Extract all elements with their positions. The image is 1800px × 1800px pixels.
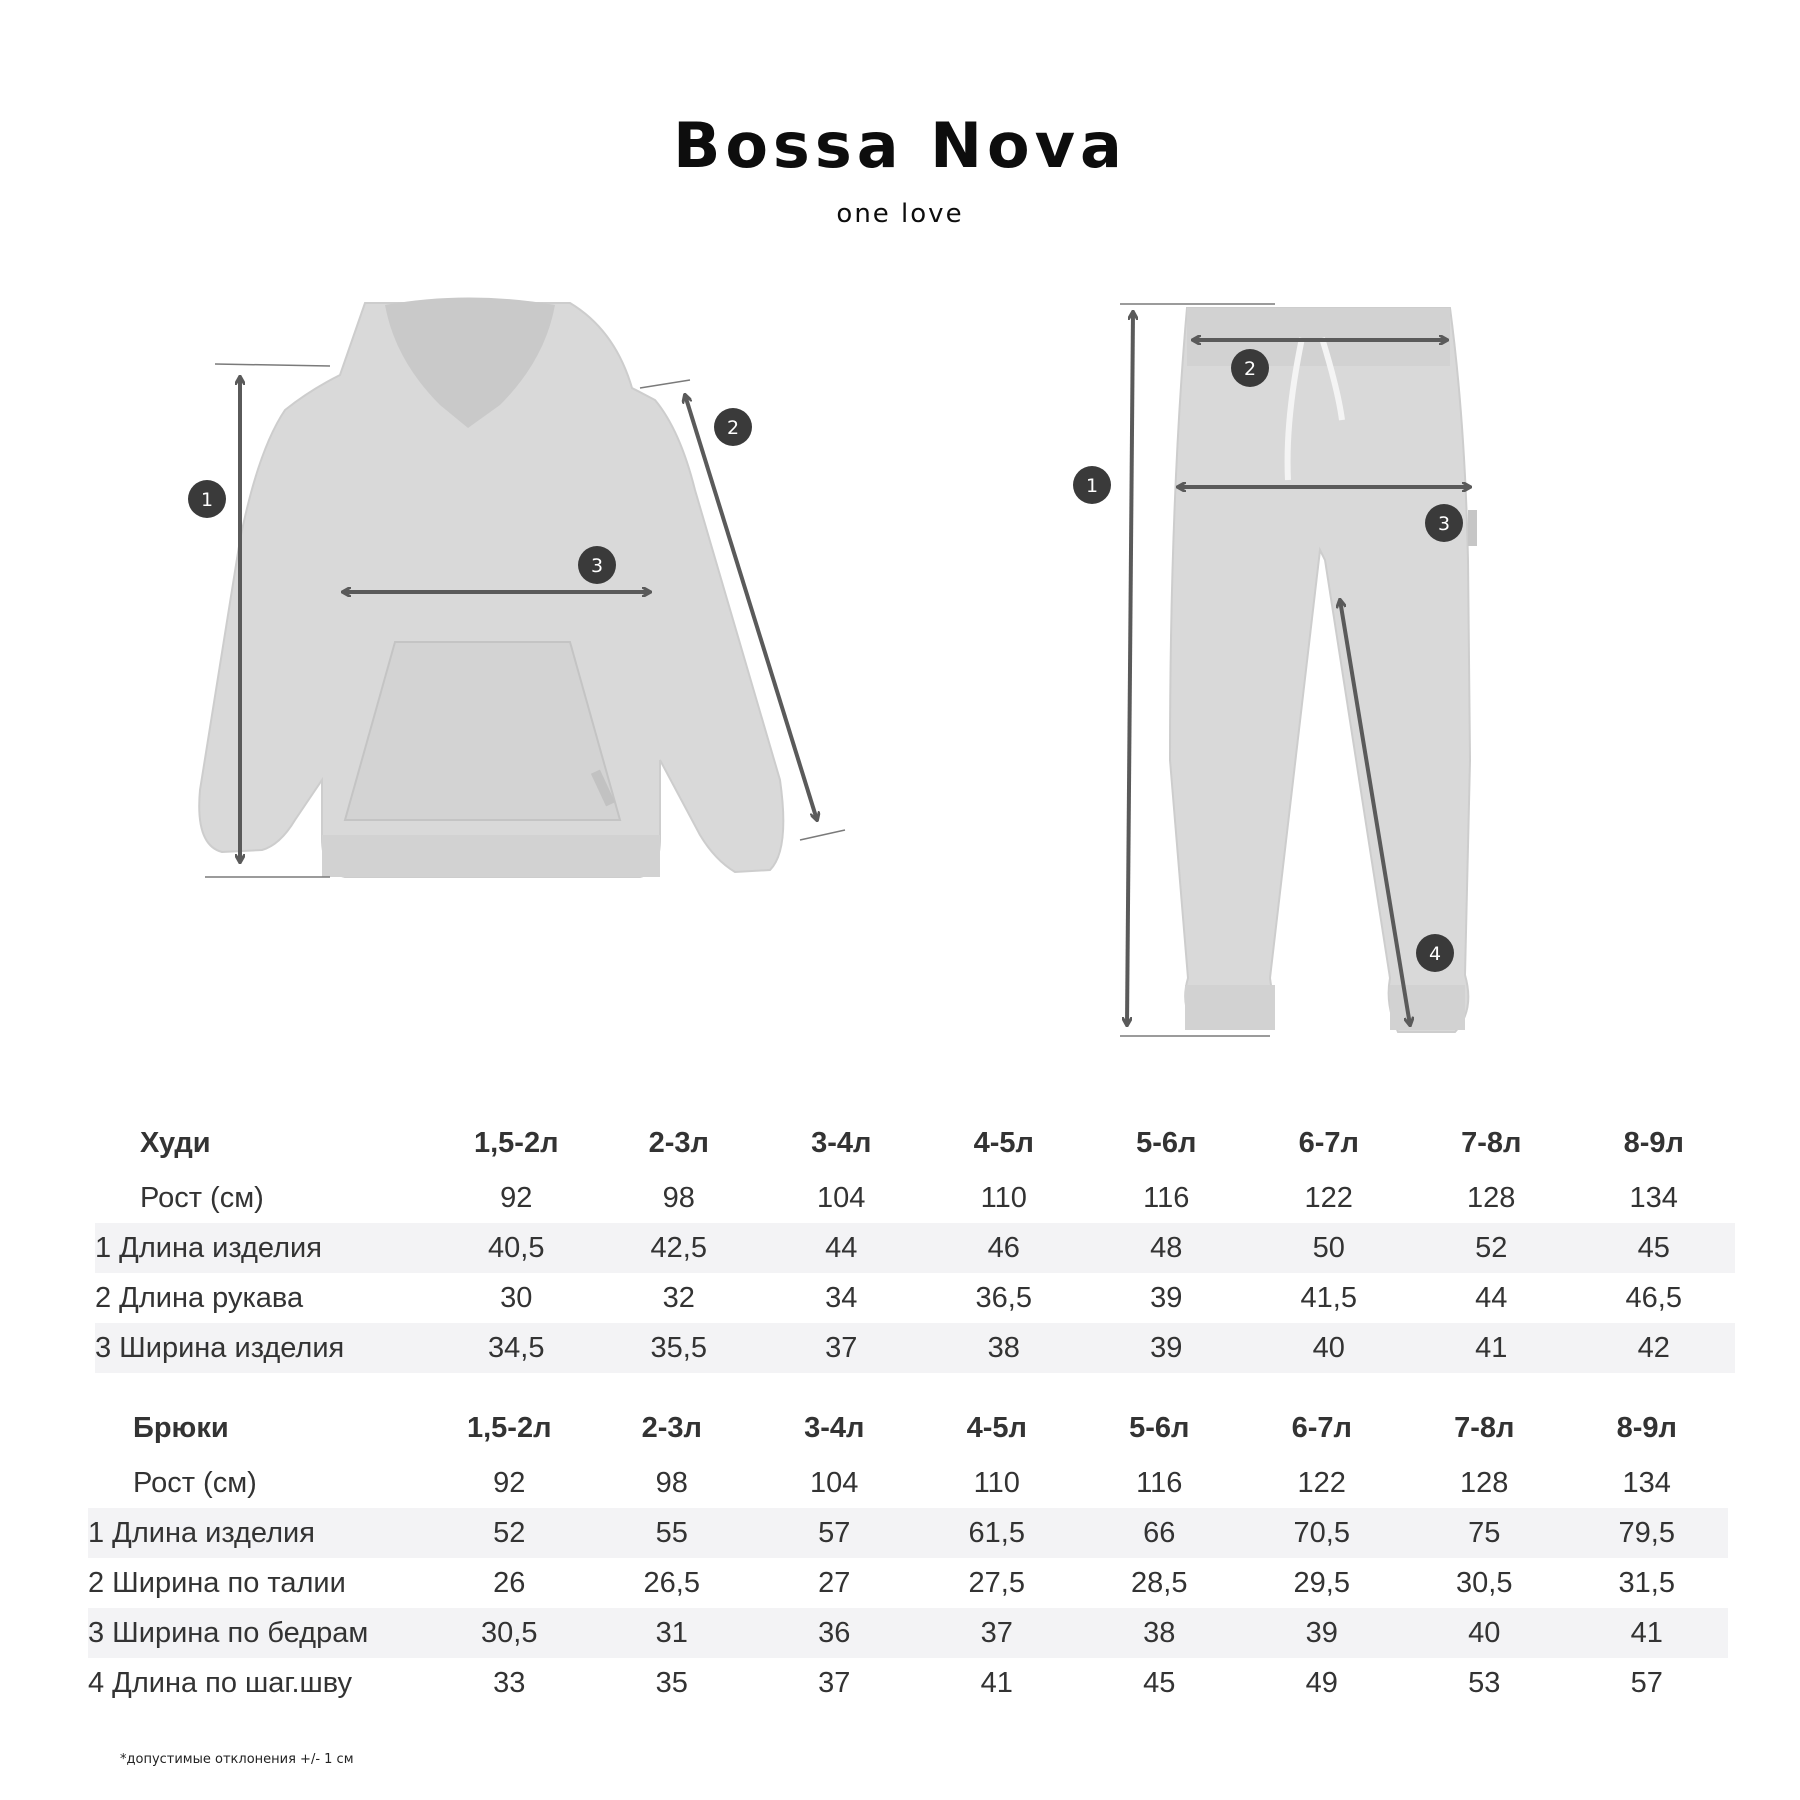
table-cell: 52: [428, 1508, 591, 1558]
pants-marker-label: 2: [1243, 358, 1257, 380]
size-header: 1,5-2л: [466, 1411, 552, 1444]
row-label: 2 Длина рукава: [95, 1273, 435, 1323]
size-header: 8-9л: [1616, 1411, 1677, 1444]
row-label: 1 Длина изделия: [95, 1223, 435, 1273]
table-cell: 48: [1085, 1223, 1248, 1273]
pants-length-arrow: [1127, 312, 1133, 1025]
table-cell: 32: [598, 1273, 761, 1323]
pants-marker-label: 3: [1437, 513, 1451, 535]
table-cell: 37: [753, 1658, 916, 1708]
table-cell: 38: [1078, 1608, 1241, 1658]
hoodie-guide-line: [215, 364, 330, 366]
table-cell: 92: [428, 1458, 591, 1508]
table-cell: 36,5: [923, 1273, 1086, 1323]
table-cell: 53: [1403, 1658, 1566, 1708]
pants-marker-badge: [1073, 466, 1111, 504]
hoodie-hem: [322, 835, 660, 877]
brand-tagline: one love: [836, 199, 964, 229]
table-cell: 116: [1078, 1458, 1241, 1508]
table-cell: 30,5: [428, 1608, 591, 1658]
table-cell: 41: [916, 1658, 1079, 1708]
table-cell: 122: [1248, 1173, 1411, 1223]
hoodie-marker-badge: [578, 546, 616, 584]
table-cell: 110: [923, 1173, 1086, 1223]
table-cell: 27: [753, 1558, 916, 1608]
hoodie-marker-badge: [714, 408, 752, 446]
hoodie-marker-badge: [188, 480, 226, 518]
table-cell: 40,5: [435, 1223, 598, 1273]
row-label: 4 Длина по шаг.шву: [88, 1658, 428, 1708]
table-cell: 40: [1248, 1323, 1411, 1373]
table-cell: 34: [760, 1273, 923, 1323]
table-cell: 35: [591, 1658, 754, 1708]
size-header: 3-4л: [804, 1411, 865, 1444]
pants-label-tag: [1468, 510, 1477, 546]
table-cell: 104: [753, 1458, 916, 1508]
row-label: 1 Длина изделия: [88, 1508, 428, 1558]
size-header: 4-5л: [966, 1411, 1027, 1444]
table-cell: 66: [1078, 1508, 1241, 1558]
table-cell: 35,5: [598, 1323, 761, 1373]
table-cell: 42,5: [598, 1223, 761, 1273]
table-cell: 41: [1566, 1608, 1729, 1658]
pants-body: [1170, 308, 1470, 1032]
table-cell: 29,5: [1241, 1558, 1404, 1608]
hoodie-size-table: [95, 1113, 1735, 1373]
table-cell: 98: [591, 1458, 754, 1508]
size-header: 7-8л: [1454, 1411, 1515, 1444]
table-cell: 41: [1410, 1323, 1573, 1373]
table-cell: 45: [1078, 1658, 1241, 1708]
table-header-row: [88, 1398, 1728, 1458]
table-cell: 49: [1241, 1658, 1404, 1708]
table-cell: 31: [591, 1608, 754, 1658]
table-cell: 46,5: [1573, 1273, 1736, 1323]
table-cell: 134: [1566, 1458, 1729, 1508]
table-cell: 33: [428, 1658, 591, 1708]
table-row: [95, 1173, 1735, 1223]
table-cell: 57: [1566, 1658, 1729, 1708]
table-cell: 38: [923, 1323, 1086, 1373]
table-cell: 75: [1403, 1508, 1566, 1558]
table-cell: 92: [435, 1173, 598, 1223]
row-label: Рост (см): [88, 1458, 428, 1508]
table-cell: 46: [923, 1223, 1086, 1273]
table-cell: 26: [428, 1558, 591, 1608]
table-cell: 37: [916, 1608, 1079, 1658]
size-header: 1,5-2л: [473, 1126, 559, 1159]
pants-cuff: [1390, 985, 1465, 1030]
size-header: 6-7л: [1291, 1411, 1352, 1444]
table-cell: 44: [760, 1223, 923, 1273]
table-cell: 36: [753, 1608, 916, 1658]
size-header: 8-9л: [1623, 1126, 1684, 1159]
table-cell: 39: [1085, 1273, 1248, 1323]
table-cell: 39: [1241, 1608, 1404, 1658]
table-cell: 39: [1085, 1323, 1248, 1373]
table-row: [95, 1273, 1735, 1323]
hoodie-guide-line: [800, 830, 845, 840]
table-cell: 104: [760, 1173, 923, 1223]
row-label: Рост (см): [95, 1173, 435, 1223]
table-cell: 70,5: [1241, 1508, 1404, 1558]
table-cell: 42: [1573, 1323, 1736, 1373]
table-cell: 28,5: [1078, 1558, 1241, 1608]
pants-marker-badge: [1416, 934, 1454, 972]
table-cell: 30,5: [1403, 1558, 1566, 1608]
table-cell: 40: [1403, 1608, 1566, 1658]
table-cell: 57: [753, 1508, 916, 1558]
table-title: Худи: [140, 1126, 211, 1159]
table-row: [88, 1458, 1728, 1508]
table-cell: 45: [1573, 1223, 1736, 1273]
pants-marker-label: 4: [1428, 943, 1442, 965]
table-cell: 134: [1573, 1173, 1736, 1223]
table-cell: 31,5: [1566, 1558, 1729, 1608]
table-cell: 128: [1410, 1173, 1573, 1223]
table-cell: 41,5: [1248, 1273, 1411, 1323]
table-cell: 55: [591, 1508, 754, 1558]
brand-name: Bossa Nova: [673, 109, 1127, 182]
pants-marker-badge: [1231, 349, 1269, 387]
hoodie-guide-line: [640, 380, 690, 388]
hoodie-marker-label: 1: [200, 489, 214, 511]
pants-waistband: [1187, 308, 1450, 366]
table-cell: 34,5: [435, 1323, 598, 1373]
size-header: 5-6л: [1136, 1126, 1197, 1159]
tolerance-footnote: *допустимые отклонения +/- 1 см: [120, 1752, 354, 1767]
size-header: 4-5л: [973, 1126, 1034, 1159]
table-row: [88, 1608, 1728, 1658]
table-cell: 30: [435, 1273, 598, 1323]
table-header-row: [95, 1113, 1735, 1173]
hoodie-marker-label: 3: [590, 555, 604, 577]
table-cell: 52: [1410, 1223, 1573, 1273]
pants-marker-badge: [1425, 504, 1463, 542]
size-header: 2-3л: [641, 1411, 702, 1444]
row-label: 3 Ширина по бедрам: [88, 1608, 428, 1658]
table-cell: 50: [1248, 1223, 1411, 1273]
table-cell: 98: [598, 1173, 761, 1223]
size-header: 3-4л: [811, 1126, 872, 1159]
size-header: 7-8л: [1461, 1126, 1522, 1159]
table-cell: 61,5: [916, 1508, 1079, 1558]
table-cell: 37: [760, 1323, 923, 1373]
table-cell: 26,5: [591, 1558, 754, 1608]
table-cell: 27,5: [916, 1558, 1079, 1608]
table-cell: 79,5: [1566, 1508, 1729, 1558]
table-row: [88, 1558, 1728, 1608]
table-cell: 110: [916, 1458, 1079, 1508]
table-cell: 122: [1241, 1458, 1404, 1508]
table-row: [95, 1223, 1735, 1273]
size-header: 5-6л: [1129, 1411, 1190, 1444]
table-row: [95, 1323, 1735, 1373]
size-header: 6-7л: [1298, 1126, 1359, 1159]
size-header: 2-3л: [648, 1126, 709, 1159]
pants-illustration: [1073, 304, 1477, 1036]
table-row: [88, 1508, 1728, 1558]
table-cell: 44: [1410, 1273, 1573, 1323]
hoodie-illustration: [188, 298, 845, 878]
row-label: 3 Ширина изделия: [95, 1323, 435, 1373]
table-cell: 128: [1403, 1458, 1566, 1508]
table-row: [88, 1658, 1728, 1708]
pants-cuff: [1185, 985, 1275, 1030]
pants-size-table: [88, 1398, 1728, 1708]
pants-marker-label: 1: [1085, 475, 1099, 497]
hoodie-marker-label: 2: [726, 417, 740, 439]
row-label: 2 Ширина по талии: [88, 1558, 428, 1608]
table-cell: 116: [1085, 1173, 1248, 1223]
table-title: Брюки: [133, 1411, 229, 1444]
